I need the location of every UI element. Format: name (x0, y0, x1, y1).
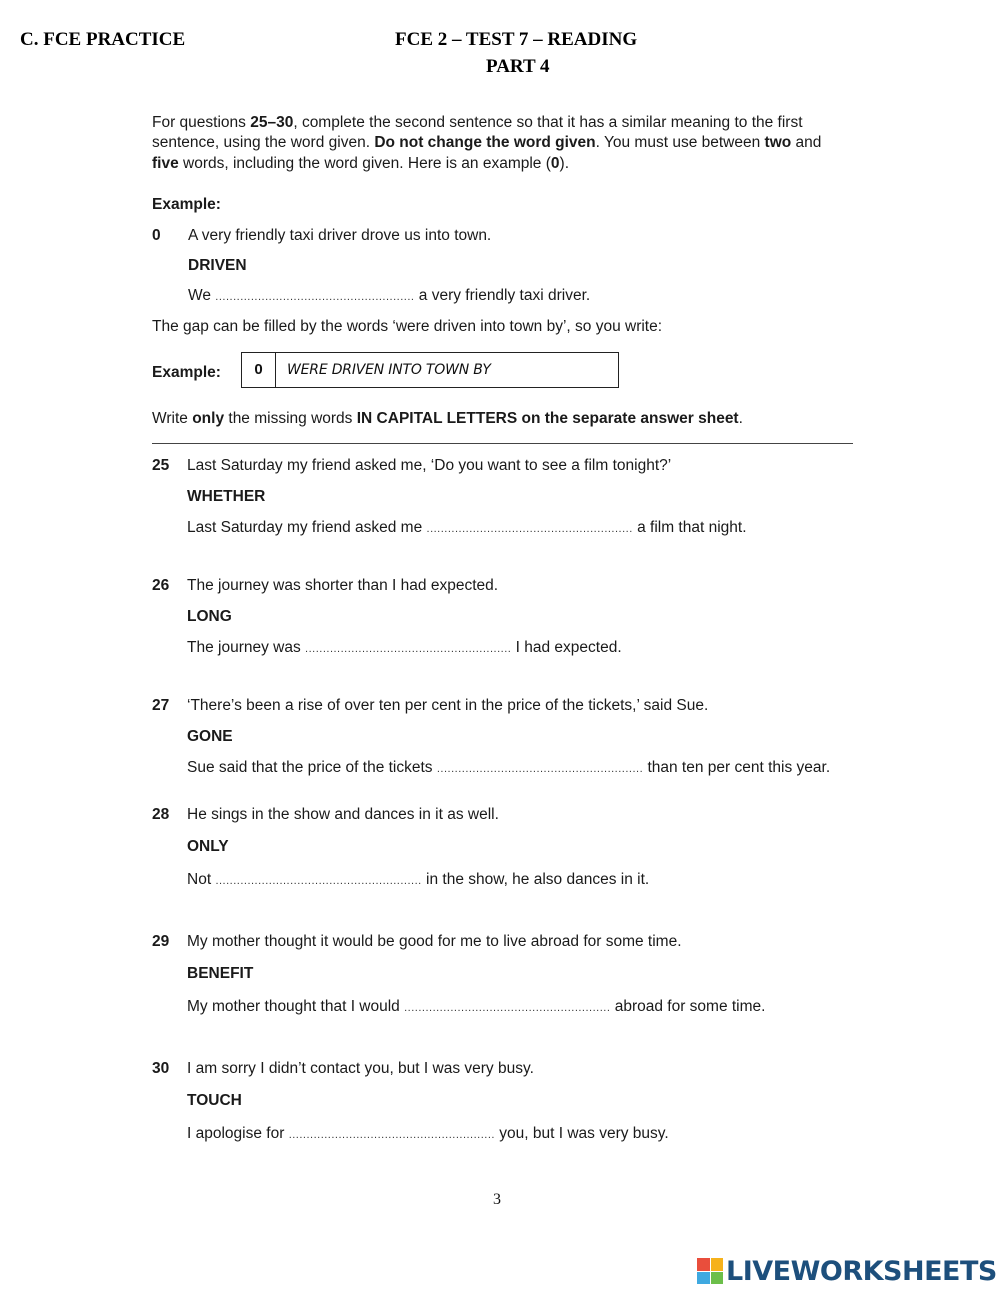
question-number: 29 (152, 933, 170, 950)
question-gap-sentence: My mother thought that I would .......................................................... abroad for some time. (187, 998, 766, 1015)
question-sentence: He sings in the show and dances in it as well. (187, 806, 499, 823)
example-key-word: DRIVEN (188, 257, 247, 274)
question-number: 25 (152, 457, 170, 474)
question-gap-sentence: Sue said that the price of the tickets .......................................................... than ten per cent this year. (187, 759, 831, 776)
example-box-answer: WERE DRIVEN INTO TOWN BY (287, 362, 491, 378)
instructions-line-2: sentence, using the word given. Do not change the word given. You must use between two and (152, 134, 822, 151)
question-key-word: TOUCH (187, 1092, 242, 1109)
part-title: PART 4 (486, 56, 550, 77)
question-gap-sentence: The journey was .......................................................... I had expected. (187, 639, 622, 656)
example-answer-box (241, 352, 619, 388)
example-gap-sentence: We ........................................................ a very friendly taxi driver. (188, 287, 591, 304)
question-sentence: My mother thought it would be good for me to live abroad for some time. (187, 933, 682, 950)
answer-gap-25[interactable]: .......................................................... (426, 523, 633, 535)
answer-gap-29[interactable]: .......................................................... (404, 1002, 611, 1014)
question-key-word: GONE (187, 728, 233, 745)
question-key-word: WHETHER (187, 488, 266, 505)
question-number: 28 (152, 806, 170, 823)
question-number: 30 (152, 1060, 170, 1077)
answer-gap-26[interactable]: .......................................................... (305, 643, 512, 655)
question-gap-sentence: I apologise for .......................................................... you, but I was very busy. (187, 1125, 669, 1142)
answer-gap-28[interactable]: .......................................................... (215, 875, 422, 887)
question-sentence: I am sorry I didn’t contact you, but I was very busy. (187, 1060, 534, 1077)
example-explanation: The gap can be filled by the words ‘were driven into town by’, so you write: (152, 318, 663, 335)
example-box-label: Example: (152, 364, 221, 381)
write-instruction: Write only the missing words IN CAPITAL LETTERS on the separate answer sheet. (152, 410, 743, 427)
question-number: 26 (152, 577, 170, 594)
logo-blocks-icon (697, 1258, 723, 1284)
question-number: 27 (152, 697, 170, 714)
question-key-word: BENEFIT (187, 965, 254, 982)
page-number: 3 (493, 1191, 501, 1208)
instructions-line-3: five words, including the word given. Here is an example (0). (152, 155, 569, 172)
question-gap-sentence: Last Saturday my friend asked me .......................................................... a film that night. (187, 519, 747, 536)
answer-gap-30[interactable]: .......................................................... (288, 1129, 495, 1141)
example-heading: Example: (152, 196, 221, 213)
liveworksheets-logo (697, 1256, 997, 1286)
question-sentence: ‘There’s been a rise of over ten per cent in the price of the tickets,’ said Sue. (187, 697, 709, 714)
example-box-number: 0 (242, 353, 276, 387)
example-sentence: A very friendly taxi driver drove us into town. (188, 227, 492, 244)
question-key-word: ONLY (187, 838, 229, 855)
divider (152, 443, 853, 444)
answer-gap-27[interactable]: .......................................................... (436, 763, 644, 775)
question-key-word: LONG (187, 608, 232, 625)
example-number: 0 (152, 227, 161, 244)
question-gap-sentence: Not .......................................................... in the show, he also dances in it. (187, 871, 650, 888)
question-sentence: Last Saturday my friend asked me, ‘Do you want to see a film tonight?’ (187, 457, 672, 474)
logo-text: LIVEWORKSHEETS (726, 1255, 997, 1287)
question-sentence: The journey was shorter than I had expected. (187, 577, 499, 594)
page-title: FCE 2 – TEST 7 – READING (395, 29, 638, 50)
example-gap-dots: ........................................................ (215, 291, 415, 303)
instructions-line-1: For questions 25–30, complete the second sentence so that it has a similar meaning to the first (152, 114, 803, 131)
section-label: C. FCE PRACTICE (20, 29, 186, 50)
